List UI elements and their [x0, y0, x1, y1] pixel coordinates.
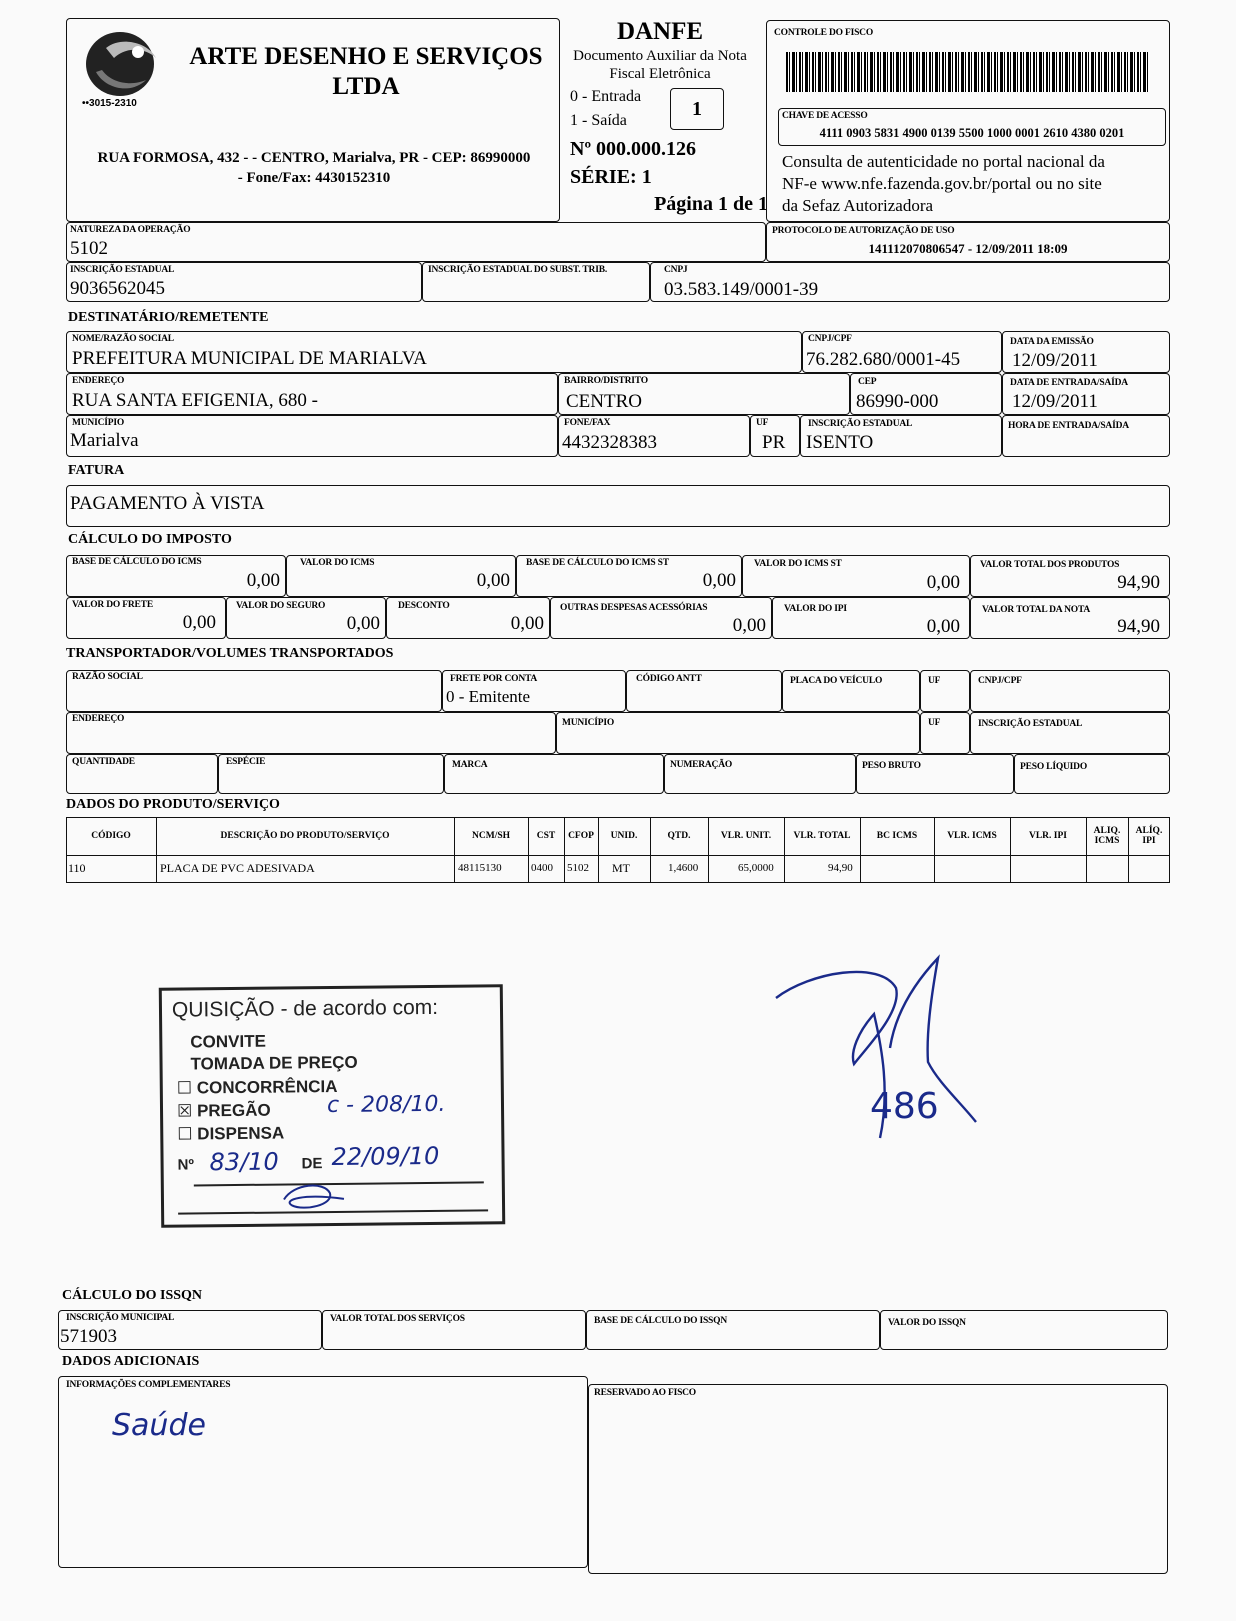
stamp-line6-text: DISPENSA: [197, 1123, 285, 1144]
transp-peso-liquido-box: [1014, 754, 1170, 794]
dest-cep-label: CEP: [858, 377, 877, 387]
issqn-base-label: BASE DE CÁLCULO DO ISSQN: [594, 1316, 727, 1326]
danfe-tipo-box: [670, 88, 724, 130]
dest-bairro-label: BAIRRO/DISTRITO: [564, 376, 648, 386]
reservado-label: RESERVADO AO FISCO: [594, 1388, 696, 1398]
dest-nome-label: NOME/RAZÃO SOCIAL: [72, 334, 174, 344]
stamp-line3: TOMADA DE PREÇO: [190, 1052, 358, 1074]
emitter-address-line2: - Fone/Fax: 4430152310: [237, 170, 391, 186]
danfe-subtitle2: Fiscal Eletrônica: [609, 66, 711, 82]
td-qtd: 1,4600: [668, 862, 699, 874]
transp-peso-bruto-label: PESO BRUTO: [862, 761, 921, 771]
dest-entrada-label: DATA DE ENTRADA/SAÍDA: [1010, 378, 1128, 388]
ie-st-label: INSCRIÇÃO ESTADUAL DO SUBST. TRIB.: [428, 265, 608, 275]
dest-bairro: CENTRO: [566, 391, 642, 412]
total-nota-label: VALOR TOTAL DA NOTA: [982, 605, 1091, 615]
valor-icms: 0,00: [476, 570, 510, 591]
desconto-label: DESCONTO: [398, 601, 450, 611]
th-ncm: NCM/SH: [472, 831, 510, 841]
fatura-value: PAGAMENTO À VISTA: [70, 493, 265, 514]
chave-label: CHAVE DE ACESSO: [782, 111, 868, 121]
th-aliq-icms-2: ICMS: [1094, 836, 1120, 846]
ipi-label: VALOR DO IPI: [784, 604, 847, 614]
transp-razao-label: RAZÃO SOCIAL: [72, 672, 143, 682]
issqn-valor-label: VALOR DO ISSQN: [888, 1318, 966, 1328]
valor-icms-label: VALOR DO ICMS: [300, 558, 375, 568]
imposto-section: CÁLCULO DO IMPOSTO: [68, 532, 232, 547]
protocolo-value: 141112070806547 - 12/09/2011 18:09: [868, 241, 1068, 256]
ie-value: 9036562045: [70, 278, 165, 299]
transp-numeracao-label: NUMERAÇÃO: [670, 760, 733, 770]
signature-number: 486: [870, 1086, 939, 1127]
consulta-line2: NF-e www.nfe.fazenda.gov.br/portal ou no site: [782, 174, 1102, 193]
transp-placa-label: PLACA DO VEÍCULO: [790, 676, 883, 686]
td-vtotal: 94,90: [828, 862, 853, 874]
ipi: 0,00: [926, 616, 960, 637]
dest-uf-label: UF: [756, 418, 769, 428]
dest-cnpj-label: CNPJ/CPF: [808, 334, 852, 344]
stamp-line4: ☐ CONCORRÊNCIA: [176, 1076, 338, 1098]
td-codigo: 110: [68, 860, 86, 875]
fatura-section: FATURA: [68, 463, 125, 478]
th-qtd: QTD.: [667, 831, 691, 841]
danfe-numero: Nº 000.000.126: [570, 138, 697, 160]
dest-endereco-label: ENDEREÇO: [72, 376, 125, 386]
cnpj-label: CNPJ: [664, 265, 688, 275]
dest-fone: 4432328383: [562, 432, 657, 453]
outras-label: OUTRAS DESPESAS ACESSÓRIAS: [560, 603, 708, 613]
th-vicms: VLR. ICMS: [947, 831, 997, 841]
th-vtotal: VLR. TOTAL: [793, 831, 851, 841]
info-box: [58, 1376, 588, 1568]
danfe-tipo: 1: [692, 97, 702, 120]
danfe-serie: SÉRIE: 1: [570, 166, 652, 188]
reservado-box: [588, 1384, 1168, 1574]
transp-uf-label: UF: [928, 676, 941, 686]
natureza-label: NATUREZA DA OPERAÇÃO: [70, 225, 191, 235]
stamp-scribble: [274, 1175, 354, 1216]
th-cfop: CFOP: [568, 831, 594, 841]
dest-municipio-box: [66, 415, 558, 457]
issqn-total-label: VALOR TOTAL DOS SERVIÇOS: [330, 1314, 465, 1324]
consulta-line3: da Sefaz Autorizadora: [782, 196, 934, 215]
transp-municipio-label: MUNICÍPIO: [562, 718, 615, 728]
transp-ie-label: INSCRIÇÃO ESTADUAL: [978, 719, 1083, 729]
danfe-subtitle1: Documento Auxiliar da Nota: [573, 48, 747, 64]
issqn-im-label: INSCRIÇÃO MUNICIPAL: [66, 1313, 175, 1323]
danfe-saida: 1 - Saída: [570, 112, 627, 129]
valor-st-label: VALOR DO ICMS ST: [754, 559, 842, 569]
transp-frete-label: FRETE POR CONTA: [450, 674, 538, 684]
td-unid: MT: [612, 860, 630, 875]
consulta-line1: Consulta de autenticidade no portal nacional da: [782, 152, 1105, 171]
aquisicao-stamp: [159, 984, 505, 1228]
th-cst: CST: [536, 831, 556, 841]
transp-endereco-label: ENDEREÇO: [72, 714, 125, 724]
cnpj-value: 03.583.149/0001-39: [664, 279, 819, 300]
ie-label: INSCRIÇÃO ESTADUAL: [70, 265, 175, 275]
base-icms: 0,00: [246, 570, 280, 591]
transp-uf2-label: UF: [928, 718, 941, 728]
th-vunit: VLR. UNIT.: [720, 831, 772, 841]
transp-qtd-label: QUANTIDADE: [72, 757, 135, 767]
issqn-section: CÁLCULO DO ISSQN: [62, 1288, 203, 1303]
dest-uf: PR: [762, 432, 786, 453]
dest-endereco: RUA SANTA EFIGENIA, 680 -: [72, 390, 319, 411]
valor-st: 0,00: [926, 572, 960, 593]
td-descricao: PLACA DE PVC ADESIVADA: [160, 860, 315, 875]
dest-emissao-label: DATA DA EMISSÃO: [1010, 337, 1094, 347]
emitter-name-line2: LTDA: [332, 73, 400, 100]
info-hand: Saúde: [112, 1408, 206, 1443]
base-st-label: BASE DE CÁLCULO DO ICMS ST: [526, 558, 669, 568]
th-vipi: VLR. IPI: [1028, 831, 1067, 841]
dest-nome: PREFEITURA MUNICIPAL DE MARIALVA: [72, 348, 427, 369]
td-cfop: 5102: [567, 862, 589, 874]
total-prod-label: VALOR TOTAL DOS PRODUTOS: [980, 560, 1120, 570]
dest-ie-label: INSCRIÇÃO ESTADUAL: [808, 419, 913, 429]
stamp-line6: ☐ DISPENSA: [177, 1123, 285, 1144]
transp-marca-label: MARCA: [452, 760, 488, 770]
logo-text: ••3015-2310: [82, 98, 137, 109]
barcode: [786, 52, 1150, 92]
transp-cnpj-label: CNPJ/CPF: [978, 676, 1022, 686]
stamp-line4-text: CONCORRÊNCIA: [196, 1076, 338, 1098]
dest-fone-label: FONE/FAX: [564, 418, 611, 428]
destinatario-section: DESTINATÁRIO/REMETENTE: [68, 310, 269, 325]
stamp-line1: QUISIÇÃO - de acordo com:: [171, 995, 439, 1022]
chave-value: 4111 0903 5831 4900 0139 5500 1000 0001 2610 4380 0201: [819, 126, 1125, 140]
th-aliq-icms-1: ALIQ.: [1093, 826, 1121, 836]
total-prod: 94,90: [1117, 572, 1160, 593]
total-nota: 94,90: [1117, 616, 1160, 637]
stamp-de-label: DE: [301, 1155, 323, 1173]
stamp-line2: CONVITE: [190, 1031, 266, 1052]
adicionais-section: DADOS ADICIONAIS: [62, 1354, 200, 1369]
controle-fisco-label: CONTROLE DO FISCO: [774, 28, 874, 38]
th-codigo: CÓDIGO: [91, 831, 131, 841]
dest-entrada: 12/09/2011: [1012, 391, 1098, 412]
stamp-hand-c: c - 208/10.: [326, 1091, 446, 1119]
dest-ie: ISENTO: [806, 432, 874, 453]
dest-hora-label: HORA DE ENTRADA/SAÍDA: [1008, 421, 1129, 431]
td-ncm: 48115130: [458, 862, 502, 874]
th-aliq-ipi: [1128, 818, 1170, 854]
dest-municipio-label: MUNICÍPIO: [72, 418, 125, 428]
protocolo-label: PROTOCOLO DE AUTORIZAÇÃO DE USO: [772, 226, 955, 236]
th-aliq-ipi-1: ALÍQ.: [1135, 826, 1163, 836]
frete: 0,00: [182, 612, 216, 633]
stamp-no-value: 83/10: [209, 1147, 279, 1177]
danfe-entrada: 0 - Entrada: [570, 88, 642, 105]
stamp-no-label: Nº: [177, 1156, 195, 1174]
seguro: 0,00: [346, 613, 380, 634]
produtos-section: DADOS DO PRODUTO/SERVIÇO: [66, 797, 280, 812]
dest-emissao: 12/09/2011: [1012, 350, 1098, 371]
stamp-line5: ☒ PREGÃO: [176, 1100, 271, 1121]
th-descricao: DESCRIÇÃO DO PRODUTO/SERVIÇO: [220, 831, 390, 841]
base-st: 0,00: [702, 570, 736, 591]
info-label: INFORMAÇÕES COMPLEMENTARES: [66, 1380, 231, 1390]
desconto: 0,00: [510, 613, 544, 634]
stamp-de-value: 22/09/10: [331, 1141, 440, 1172]
danfe-pagina: Página 1 de 1: [654, 193, 768, 215]
natureza-value: 5102: [70, 238, 108, 259]
dest-cnpj: 76.282.680/0001-45: [806, 349, 961, 370]
frete-label: VALOR DO FRETE: [72, 600, 153, 610]
outras: 0,00: [732, 615, 766, 636]
transporte-section: TRANSPORTADOR/VOLUMES TRANSPORTADOS: [66, 646, 394, 661]
td-vunit: 65,0000: [738, 862, 774, 874]
transp-endereco-box: [66, 712, 556, 754]
emitter-name-line1: ARTE DESENHO E SERVIÇOS: [189, 43, 543, 70]
th-aliq-icms: [1086, 818, 1128, 854]
danfe-title: DANFE: [616, 18, 704, 45]
company-logo: [76, 28, 172, 112]
transp-frete: 0 - Emitente: [446, 687, 531, 706]
td-cst: 0400: [531, 862, 553, 874]
th-unid: UNID.: [610, 831, 638, 841]
emitter-address-line1: RUA FORMOSA, 432 - - CENTRO, Marialva, PR - CEP: 86990000: [97, 150, 531, 166]
th-aliq-ipi-2: IPI: [1142, 836, 1156, 846]
transp-peso-liquido-label: PESO LÍQUIDO: [1020, 762, 1088, 772]
dest-municipio: Marialva: [70, 430, 139, 451]
base-icms-label: BASE DE CÁLCULO DO ICMS: [72, 557, 202, 567]
transp-especie-label: ESPÉCIE: [226, 757, 266, 767]
transp-peso-bruto-box: [856, 754, 1014, 794]
issqn-im: 571903: [60, 1326, 117, 1347]
issqn-valor-box: [880, 1310, 1168, 1350]
seguro-label: VALOR DO SEGURO: [236, 601, 326, 611]
stamp-line5-text: PREGÃO: [196, 1100, 271, 1121]
dest-cep: 86990-000: [856, 391, 939, 412]
th-bcicms: BC ICMS: [876, 831, 918, 841]
transp-antt-label: CÓDIGO ANTT: [636, 674, 702, 684]
